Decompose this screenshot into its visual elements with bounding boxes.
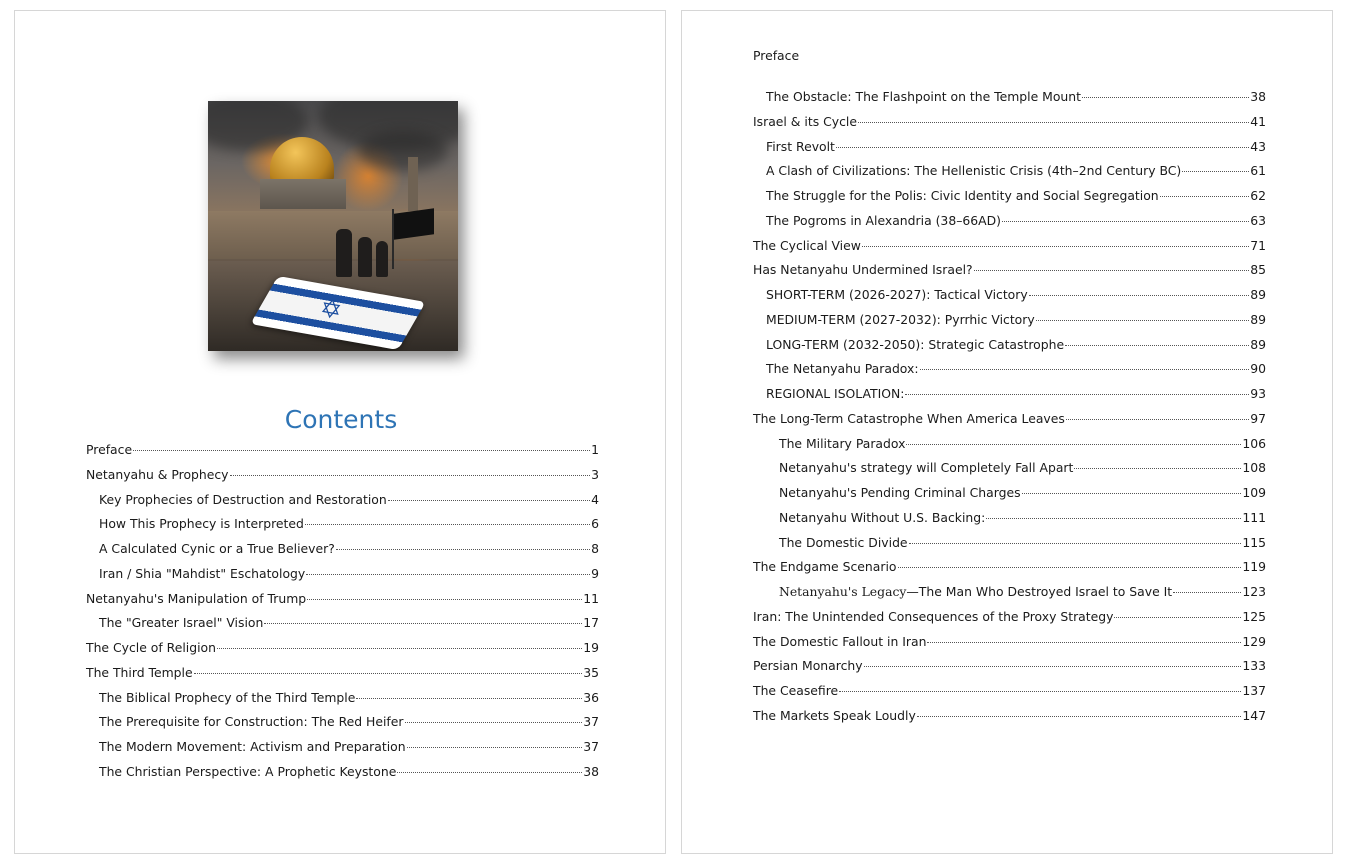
toc-entry-title: The Domestic Fallout in Iran bbox=[753, 633, 927, 649]
toc-entry[interactable] bbox=[86, 466, 599, 484]
toc-page-number: 93 bbox=[1250, 386, 1266, 401]
toc-entry[interactable] bbox=[86, 441, 599, 459]
toc-entry[interactable] bbox=[99, 763, 599, 781]
dot-leader bbox=[336, 549, 590, 550]
toc-entry[interactable] bbox=[779, 583, 1266, 601]
toc-entry-title: The Endgame Scenario bbox=[753, 559, 897, 575]
dot-leader bbox=[920, 369, 1250, 370]
toc-entry-title: The Ceasefire bbox=[753, 683, 839, 698]
dot-leader bbox=[1114, 617, 1241, 618]
cover-image bbox=[208, 101, 458, 351]
toc-page-number: 17 bbox=[583, 615, 599, 631]
toc-page-number: 8 bbox=[591, 541, 599, 556]
page-header: Preface bbox=[753, 48, 800, 63]
dot-leader bbox=[839, 691, 1241, 692]
dot-leader bbox=[1002, 221, 1249, 222]
toc-entry-title: The Third Temple bbox=[86, 664, 193, 680]
toc-page-number: 89 bbox=[1250, 287, 1266, 302]
toc-entry-title-serif: Netanyahu's Legacy bbox=[779, 584, 907, 599]
toc-entry[interactable] bbox=[753, 113, 1266, 131]
toc-entry[interactable] bbox=[99, 491, 599, 509]
toc-entry[interactable] bbox=[753, 237, 1266, 255]
toc-entry[interactable] bbox=[766, 336, 1266, 354]
dot-leader bbox=[836, 147, 1249, 148]
toc-entry-title: Persian Monarchy bbox=[753, 658, 863, 674]
dot-leader bbox=[133, 450, 590, 451]
dot-leader bbox=[305, 524, 590, 525]
toc-entry[interactable] bbox=[779, 509, 1266, 527]
toc-page-number: 4 bbox=[591, 491, 599, 507]
toc-page-number: 129 bbox=[1242, 633, 1266, 649]
toc-page-number: 37 bbox=[583, 714, 599, 730]
dot-leader bbox=[1074, 468, 1241, 469]
dot-leader bbox=[1173, 592, 1241, 593]
toc-page-number: 111 bbox=[1242, 509, 1266, 525]
toc-page-number: 97 bbox=[1250, 410, 1266, 426]
toc-page-number: 38 bbox=[583, 763, 599, 779]
dot-leader bbox=[1182, 171, 1249, 172]
dot-leader bbox=[306, 574, 590, 575]
toc-entry[interactable] bbox=[766, 311, 1266, 329]
toc-entry[interactable] bbox=[766, 138, 1266, 156]
toc-page-number: 147 bbox=[1242, 707, 1266, 723]
dot-leader bbox=[1022, 493, 1242, 494]
dot-leader bbox=[1065, 345, 1249, 346]
toc-entry-title: The Domestic Divide bbox=[779, 534, 908, 550]
toc-entry-title: A Clash of Civilizations: The Hellenistic Crisis (4th–2nd Century BC) bbox=[766, 163, 1182, 179]
toc-entry[interactable] bbox=[779, 459, 1266, 477]
dot-leader bbox=[906, 444, 1241, 445]
toc-entry[interactable] bbox=[99, 614, 599, 632]
toc-page-number: 3 bbox=[591, 466, 599, 482]
toc-entry[interactable] bbox=[99, 540, 599, 558]
toc-entry-title: LONG-TERM (2032-2050): Strategic Catastrophe bbox=[766, 336, 1065, 352]
toc-entry[interactable] bbox=[779, 484, 1266, 502]
dot-leader bbox=[194, 673, 583, 674]
toc-entry-title: The Modern Movement: Activism and Preparation bbox=[99, 739, 406, 754]
toc-page-number: 62 bbox=[1250, 188, 1266, 203]
toc-page-number: 85 bbox=[1250, 262, 1266, 278]
toc-entry[interactable] bbox=[99, 713, 599, 731]
toc-page-number: 43 bbox=[1250, 138, 1266, 154]
toc-entry[interactable] bbox=[766, 212, 1266, 230]
dot-leader bbox=[264, 623, 582, 624]
toc-page-number: 90 bbox=[1250, 361, 1266, 377]
toc-entry-title: Iran / Shia "Mahdist" Eschatology bbox=[99, 565, 306, 581]
toc-page-number: 1 bbox=[591, 442, 599, 457]
toc-page-number: 123 bbox=[1242, 584, 1266, 599]
dot-leader bbox=[1160, 196, 1250, 197]
toc-entry-title: SHORT-TERM (2026-2027): Tactical Victory bbox=[766, 287, 1028, 302]
dot-leader bbox=[307, 599, 582, 600]
toc-page-number: 106 bbox=[1242, 435, 1266, 451]
dot-leader bbox=[905, 394, 1249, 395]
toc-entry[interactable] bbox=[779, 534, 1266, 552]
toc-entry-title: The "Greater Israel" Vision bbox=[99, 615, 264, 631]
toc-entry[interactable] bbox=[753, 633, 1266, 651]
toc-entry[interactable] bbox=[86, 664, 599, 682]
dot-leader bbox=[862, 246, 1249, 247]
toc-entry-title: First Revolt bbox=[766, 138, 835, 154]
dot-leader bbox=[1082, 97, 1249, 98]
toc-entry-title: Key Prophecies of Destruction and Restoration bbox=[99, 491, 387, 507]
toc-page-number: 89 bbox=[1250, 311, 1266, 327]
toc-page-number: 11 bbox=[583, 590, 599, 606]
toc-entry-title: The Obstacle: The Flashpoint on the Temple Mount bbox=[766, 89, 1081, 104]
dot-leader bbox=[898, 567, 1242, 568]
toc-page-number: 37 bbox=[583, 739, 599, 754]
dot-leader bbox=[407, 747, 583, 748]
toc-page-number: 6 bbox=[591, 516, 599, 532]
toc-entry-title: The Cyclical View bbox=[753, 237, 861, 253]
dot-leader bbox=[1066, 419, 1249, 420]
toc-entry[interactable] bbox=[753, 261, 1266, 279]
dot-leader bbox=[858, 122, 1249, 123]
toc-entry[interactable] bbox=[753, 707, 1266, 725]
toc-entry[interactable] bbox=[99, 738, 599, 756]
toc-entry-title: A Calculated Cynic or a True Believer? bbox=[99, 541, 335, 556]
toc-entry-title: Netanyahu's Legacy—The Man Who Destroyed Israel to Save It bbox=[779, 584, 1173, 599]
toc-entry-title: The Pogroms in Alexandria (38–66AD) bbox=[766, 212, 1002, 228]
toc-entry[interactable] bbox=[753, 608, 1266, 626]
toc-entry[interactable] bbox=[753, 558, 1266, 576]
toc-entry-title: Iran: The Unintended Consequences of the Proxy Strategy bbox=[753, 608, 1114, 624]
dot-leader bbox=[917, 716, 1242, 717]
toc-entry-title: The Biblical Prophecy of the Third Temple bbox=[99, 689, 356, 705]
toc-entry-title: Netanyahu Without U.S. Backing: bbox=[779, 509, 986, 525]
dot-leader bbox=[230, 475, 591, 476]
toc-entry[interactable] bbox=[766, 162, 1266, 180]
dot-leader bbox=[909, 543, 1242, 544]
toc-page-number: 35 bbox=[583, 664, 599, 680]
toc-page-number: 19 bbox=[583, 640, 599, 655]
dot-leader bbox=[356, 698, 582, 699]
toc-page-number: 61 bbox=[1250, 163, 1266, 179]
toc-entry-title: Preface bbox=[86, 442, 133, 457]
toc-page-number: 125 bbox=[1242, 608, 1266, 624]
toc-entry[interactable] bbox=[99, 689, 599, 707]
toc-entry-title: MEDIUM-TERM (2027-2032): Pyrrhic Victory bbox=[766, 311, 1035, 327]
toc-page-number: 108 bbox=[1242, 460, 1266, 476]
toc-entry[interactable] bbox=[753, 410, 1266, 428]
toc-entry-title: The Cycle of Religion bbox=[86, 640, 216, 655]
toc-entry-title: Israel & its Cycle bbox=[753, 113, 857, 129]
toc-entry-title: Has Netanyahu Undermined Israel? bbox=[753, 262, 973, 278]
toc-entry[interactable] bbox=[86, 639, 599, 657]
toc-entry-title: How This Prophecy is Interpreted bbox=[99, 516, 304, 532]
toc-entry[interactable] bbox=[753, 657, 1266, 675]
toc-entry-title: Netanyahu's strategy will Completely Fall Apart bbox=[779, 460, 1074, 476]
toc-entry-title: The Struggle for the Polis: Civic Identity and Social Segregation bbox=[766, 188, 1159, 203]
toc-entry-title: The Prerequisite for Construction: The Red Heifer bbox=[99, 714, 404, 730]
toc-entry[interactable] bbox=[753, 682, 1266, 700]
toc-page-number: 119 bbox=[1242, 559, 1266, 575]
dot-leader bbox=[388, 500, 590, 501]
document-page-right bbox=[681, 10, 1333, 854]
star-of-david-icon: ✡ bbox=[317, 293, 345, 327]
toc-page-number: 133 bbox=[1242, 658, 1266, 674]
toc-page-number: 63 bbox=[1250, 212, 1266, 228]
toc-page-number: 36 bbox=[583, 689, 599, 705]
toc-page-number: 71 bbox=[1250, 237, 1266, 253]
dot-leader bbox=[927, 642, 1241, 643]
toc-entry-title: REGIONAL ISOLATION: bbox=[766, 386, 905, 401]
toc-entry-title: The Long-Term Catastrophe When America Leaves bbox=[753, 410, 1065, 426]
dot-leader bbox=[217, 648, 582, 649]
toc-entry[interactable] bbox=[766, 286, 1266, 304]
dot-leader bbox=[1029, 295, 1250, 296]
toc-entry[interactable] bbox=[86, 590, 599, 608]
dot-leader bbox=[405, 722, 583, 723]
toc-entry-title: The Military Paradox bbox=[779, 435, 906, 451]
toc-entry[interactable] bbox=[99, 565, 599, 583]
toc-entry[interactable] bbox=[766, 187, 1266, 205]
toc-page-number: 137 bbox=[1242, 683, 1266, 698]
document-page-left bbox=[14, 10, 666, 854]
toc-page-number: 109 bbox=[1242, 485, 1266, 500]
toc-entry[interactable] bbox=[766, 360, 1266, 378]
toc-page-number: 89 bbox=[1250, 336, 1266, 352]
toc-entry-title: Netanyahu's Pending Criminal Charges bbox=[779, 485, 1021, 500]
toc-entry-title: The Christian Perspective: A Prophetic Keystone bbox=[99, 763, 397, 779]
toc-entry[interactable] bbox=[99, 515, 599, 533]
dot-leader bbox=[986, 518, 1241, 519]
toc-entry[interactable] bbox=[766, 88, 1266, 106]
toc-entry-title: Netanyahu's Manipulation of Trump bbox=[86, 590, 307, 606]
toc-entry[interactable] bbox=[766, 385, 1266, 403]
dot-leader bbox=[1036, 320, 1250, 321]
dot-leader bbox=[864, 666, 1242, 667]
toc-entry-title: Netanyahu & Prophecy bbox=[86, 466, 229, 482]
toc-page-number: 38 bbox=[1250, 89, 1266, 104]
dot-leader bbox=[397, 772, 582, 773]
toc-entry-title: The Markets Speak Loudly bbox=[753, 707, 916, 723]
toc-entry-title: The Netanyahu Paradox: bbox=[766, 361, 919, 377]
toc-page-number: 9 bbox=[591, 565, 599, 581]
contents-heading: Contents bbox=[284, 405, 398, 434]
toc-page-number: 115 bbox=[1242, 534, 1266, 550]
dot-leader bbox=[974, 270, 1250, 271]
toc-page-number: 41 bbox=[1250, 113, 1266, 129]
toc-entry[interactable] bbox=[779, 435, 1266, 453]
